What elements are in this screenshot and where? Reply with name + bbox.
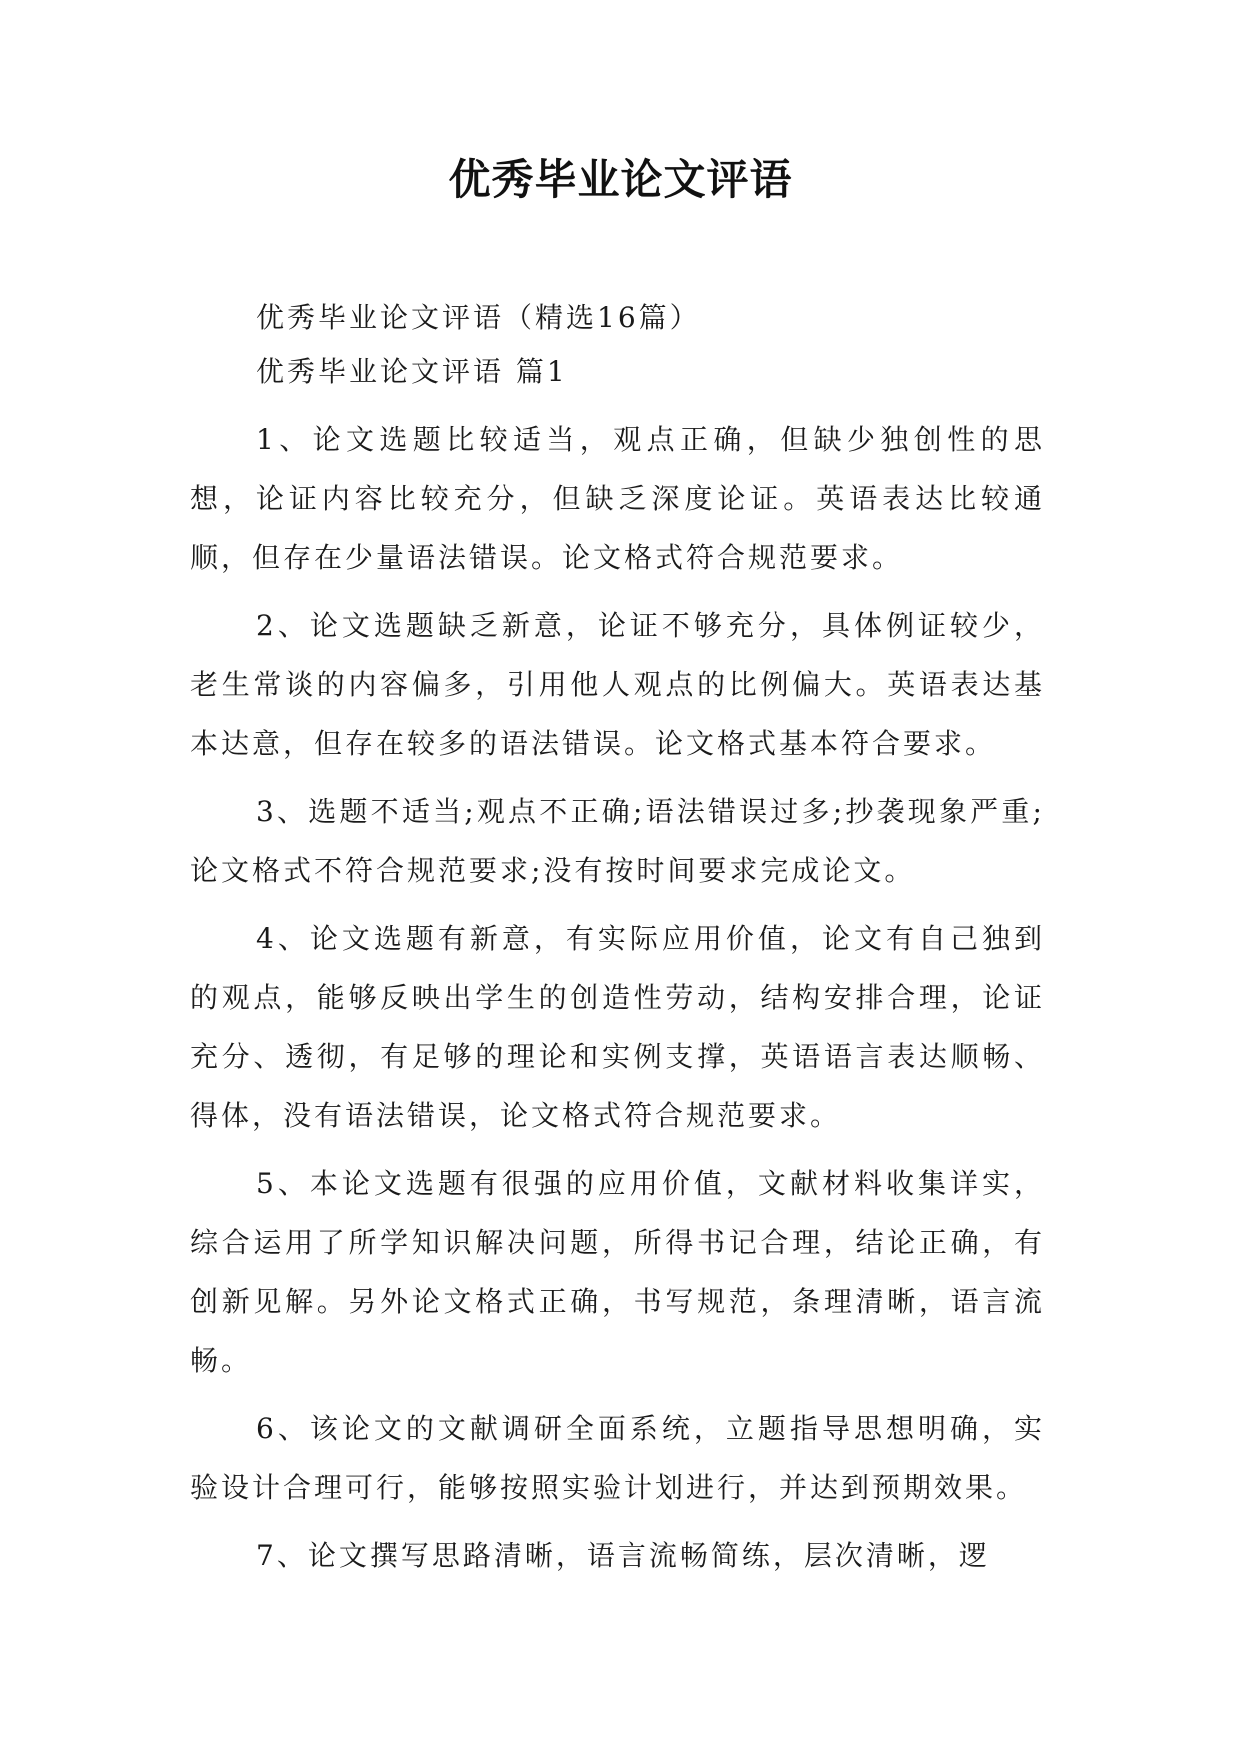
document-body — [190, 288, 1045, 1585]
paragraph-3: 3、选题不适当;观点不正确;语法错误过多;抄袭现象严重;论文格式不符合规范要求;没有按时间要求完成论文。 — [190, 795, 1045, 887]
paragraph-5: 5、本论文选题有很强的应用价值，文献材料收集详实，综合运用了所学知识解决问题，所得书记合理，结论正确，有创新见解。另外论文格式正确，书写规范，条理清晰，语言流畅。 — [190, 1167, 1045, 1377]
paragraph-4: 4、论文选题有新意，有实际应用价值，论文有自己独到的观点，能够反映出学生的创造性劳动，结构安排合理，论证充分、透彻，有足够的理论和实例支撑，英语语言表达顺畅、得体，没有语法错误，论文格式符合规范要求。 — [190, 922, 1045, 1132]
document-subtitle: 优秀毕业论文评语（精选16篇） — [256, 301, 701, 334]
paragraph-2: 2、论文选题缺乏新意，论证不够充分，具体例证较少，老生常谈的内容偏多，引用他人观点的比例偏大。英语表达基本达意，但存在较多的语法错误。论文格式基本符合要求。 — [190, 609, 1045, 760]
document-title: 优秀毕业论文评语 — [448, 155, 793, 204]
paragraph-6: 6、该论文的文献调研全面系统，立题指导思想明确，实验设计合理可行，能够按照实验计划进行，并达到预期效果。 — [190, 1412, 1045, 1504]
section-heading: 优秀毕业论文评语 篇1 — [256, 355, 568, 388]
paragraph-1: 1、论文选题比较适当，观点正确，但缺少独创性的思想，论证内容比较充分，但缺乏深度论证。英语表达比较通顺，但存在少量语法错误。论文格式符合规范要求。 — [190, 423, 1045, 574]
paragraph-7: 7、论文撰写思路清晰，语言流畅简练，层次清晰，逻 — [256, 1539, 990, 1572]
